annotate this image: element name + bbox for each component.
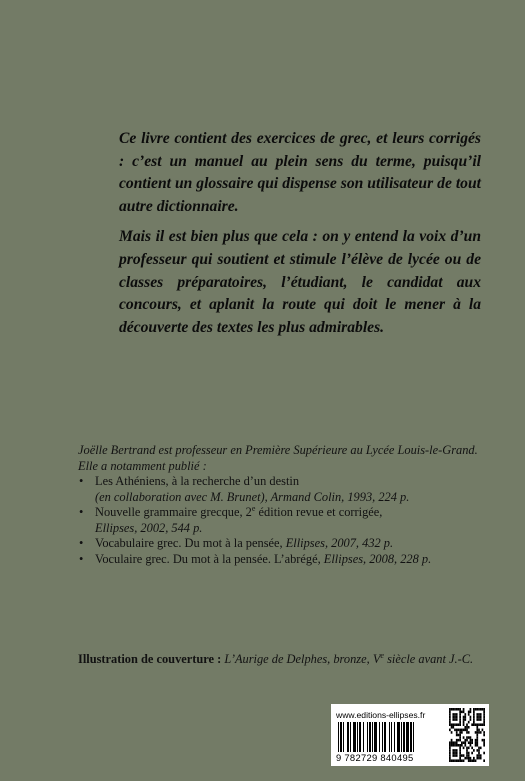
publication-list	[78, 474, 498, 567]
blurb-paragraph-1: Ce livre contient des exercices de grec, et leurs corrigés : c’est un manuel au plein sens du terme, puisqu’il contient un glossaire qui dispense son utilisateur de tout autre dictionnaire.	[119, 130, 481, 215]
author-bio	[78, 443, 498, 567]
blurb-paragraph-2: Mais il est bien plus que cela : on y entend la voix d’un professeur qui soutient et stimule l’élève de lycée ou de classes préparatoires, l’étudiant, le candidat aux concours, et aplanit la route qui doit le mener à la découverte des textes les plus admirables.	[119, 228, 481, 336]
publication-title: Nouvelle grammaire grecque, 2e édition revue et corrigée,	[95, 503, 383, 519]
credit-label: Illustration de couverture :	[78, 652, 225, 666]
credit-work: L’Aurige de Delphes, bronze, Ve siècle avant J.-C.	[224, 650, 474, 666]
bullet-icon: •	[79, 474, 84, 488]
publication-details: Ellipses, 2008, 228 p.	[323, 551, 432, 566]
publication-details: Ellipses, 2007, 432 p.	[285, 536, 394, 550]
publication-details: (en collaboration avec M. Brunet), Armand Colin, 1993, 224 p.	[95, 489, 410, 504]
bullet-icon: •	[79, 551, 84, 566]
publication-title: Voculaire grec. Du mot à la pensée. L’abrégé,	[95, 551, 324, 566]
author-intro: Joëlle Bertrand est professeur en Première Supérieure au Lycée Louis-le-Grand. Elle a notamment publié :	[78, 443, 478, 473]
isbn-number: 9 782729 840495	[336, 752, 414, 763]
bullet-icon: •	[79, 536, 84, 550]
publication-title: Les Athéniens, à la recherche d’un destin	[95, 474, 300, 488]
publication-item	[78, 505, 498, 536]
cover-illustration-credit	[78, 652, 498, 667]
bullet-icon: •	[79, 505, 84, 519]
back-cover-blurb	[119, 128, 481, 347]
barcode-icon	[338, 722, 444, 752]
publication-item	[78, 552, 498, 568]
qr-code-icon	[449, 708, 485, 762]
publication-details: Ellipses, 2002, 544 p.	[95, 520, 203, 535]
isbn-barcode-panel	[331, 704, 489, 766]
publication-item	[78, 536, 498, 552]
publication-item	[78, 474, 498, 505]
publication-title: Vocabulaire grec. Du mot à la pensée,	[95, 536, 286, 550]
publisher-website: www.editions-ellipses.fr	[336, 710, 426, 720]
